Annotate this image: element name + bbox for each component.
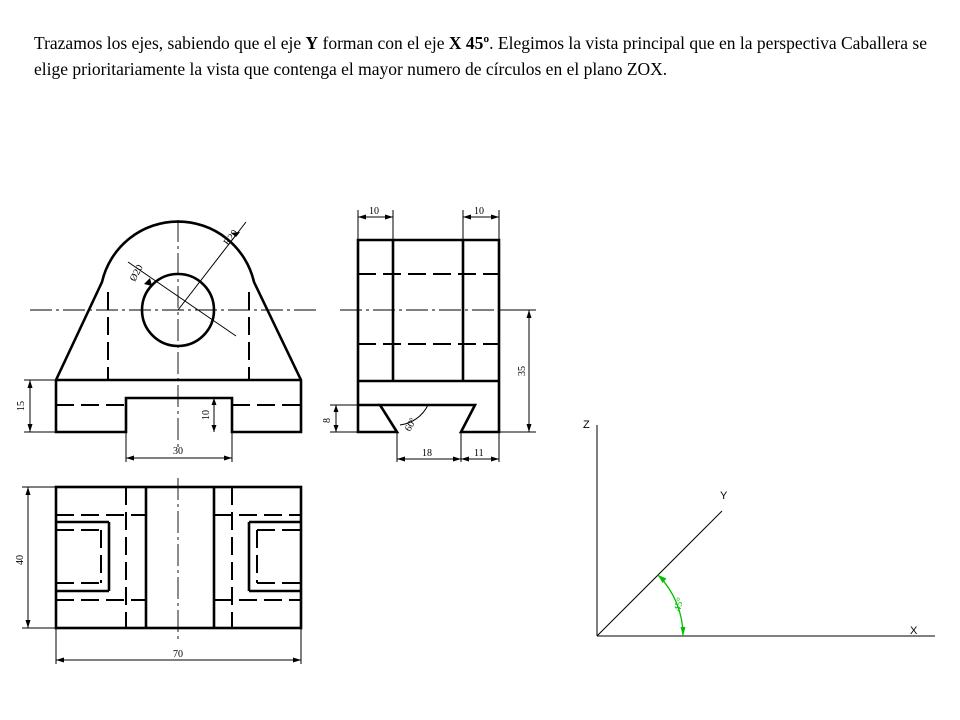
dim-groove-depth-8: 8 (322, 418, 333, 423)
dim-arrow (334, 405, 339, 412)
axes-diagram (583, 419, 935, 637)
dim-arrow (385, 215, 393, 220)
dim-height-15: 15 (16, 401, 27, 411)
dim-arrow (293, 658, 301, 663)
front-outline (56, 222, 301, 432)
angle-arrow (681, 627, 686, 636)
dim-arrow (28, 380, 33, 388)
dim-arrow (491, 457, 499, 462)
angle-label: 45° (672, 596, 687, 613)
dim-top-right-10: 10 (474, 206, 484, 217)
front-view (16, 220, 318, 462)
y-axis (597, 511, 722, 636)
side-outline (358, 240, 499, 432)
radius-label: R20 (221, 227, 241, 248)
top-outline (56, 487, 301, 628)
dim-arrow (212, 425, 217, 432)
dim-arrow (527, 424, 532, 432)
dim-arrow (461, 457, 469, 462)
intro-text-3: . Elegimos la vista principal que en la perspectiva Caballera se elige prioritariamente la vista que contenga el mayor numero de círculos en el plano ZOX. (34, 33, 927, 79)
dim-right-offset-11: 11 (474, 448, 484, 459)
side-view (322, 206, 536, 462)
angle-arrow (658, 575, 667, 583)
dim-arrow (491, 215, 499, 220)
z-axis-label: Z (583, 419, 590, 431)
dim-top-left-10: 10 (369, 206, 379, 217)
y-axis-label: Y (720, 490, 728, 502)
dim-arrow (26, 487, 31, 495)
intro-text-2: forman con el eje (318, 33, 449, 53)
x-axis-label: X (910, 625, 918, 637)
intro-text-1: Trazamos los ejes, sabiendo que el eje (34, 33, 306, 53)
dim-slot-width-30: 30 (173, 446, 183, 457)
dim-depth-40: 40 (15, 555, 26, 565)
dim-groove-width-18: 18 (422, 448, 432, 459)
intro-axis-y: Y (305, 33, 319, 53)
dim-groove-angle-60: 60º (402, 416, 419, 434)
dim-arrow (334, 425, 339, 432)
dim-arrow (463, 215, 471, 220)
dim-arrow (453, 457, 461, 462)
diameter-label: Ø20 (127, 263, 146, 284)
dim-height-35: 35 (517, 366, 528, 376)
dim-slot-depth-10: 10 (201, 410, 212, 420)
intro-angle: 45º (465, 33, 490, 53)
dim-width-70: 70 (173, 649, 183, 660)
intro-axis-x: X (448, 33, 462, 53)
dim-arrow (358, 215, 366, 220)
dim-arrow (26, 620, 31, 628)
dim-arrow (126, 456, 134, 461)
dim-arrow (527, 310, 532, 318)
dim-arrow (56, 658, 64, 663)
dim-arrow (224, 456, 232, 461)
top-view (15, 478, 301, 664)
dim-arrow (28, 424, 33, 432)
diameter-arrow (144, 278, 152, 286)
dim-arrow (397, 457, 405, 462)
